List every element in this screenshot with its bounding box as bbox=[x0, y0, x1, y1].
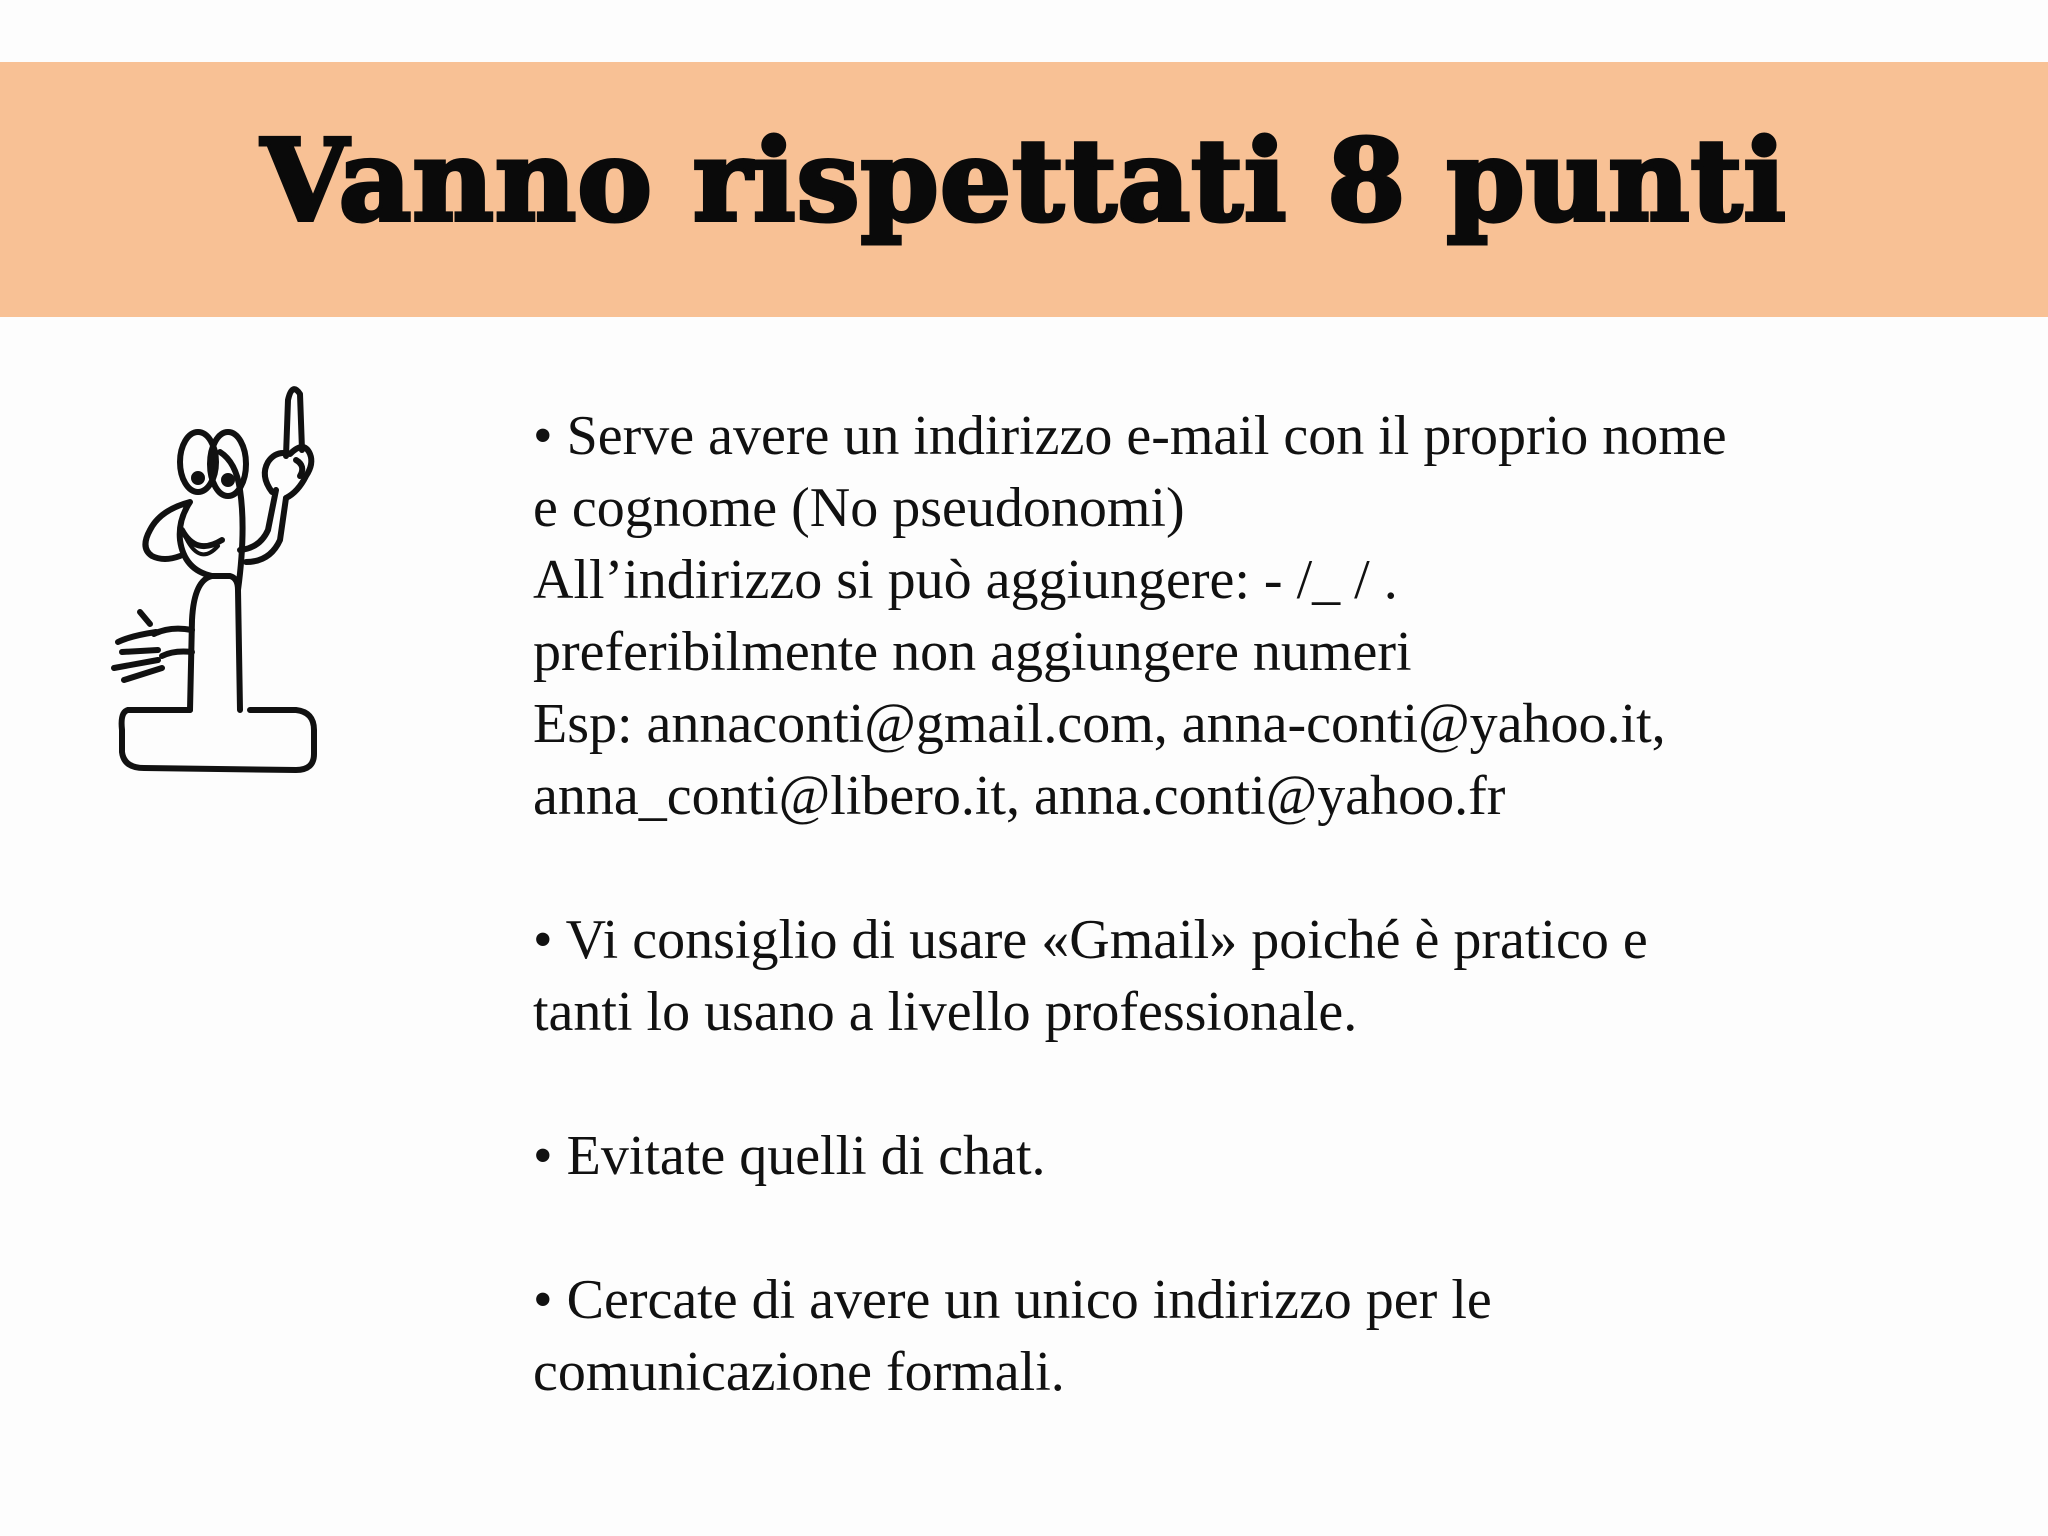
point-line: Esp: annaconti@gmail.com, anna-conti@yahoo.it, bbox=[533, 693, 1666, 755]
point-line: anna_conti@libero.it, anna.conti@yahoo.fr bbox=[533, 765, 1506, 827]
bullet-list bbox=[533, 400, 2013, 1480]
point-line: e cognome (No pseudonomi) bbox=[533, 477, 1185, 539]
list-item bbox=[533, 904, 2013, 1048]
title-band bbox=[0, 62, 2048, 317]
point-line: All’indirizzo si può aggiungere: - /_ / . bbox=[533, 549, 1398, 611]
list-item bbox=[533, 1264, 2013, 1408]
number-one-character-icon bbox=[100, 380, 360, 780]
list-item bbox=[533, 400, 2013, 832]
slide-title: Vanno rispettati 8 punti bbox=[261, 116, 1787, 247]
point-line: comunicazione formali. bbox=[533, 1341, 1065, 1403]
point-line: tanti lo usano a livello professionale. bbox=[533, 981, 1358, 1043]
point-line: • Evitate quelli di chat. bbox=[533, 1125, 1046, 1187]
point-line: • Serve avere un indirizzo e-mail con il proprio nome bbox=[533, 405, 1727, 467]
list-item bbox=[533, 1120, 2013, 1192]
point-line: • Cercate di avere un unico indirizzo per le bbox=[533, 1269, 1492, 1331]
point-line: • Vi consiglio di usare «Gmail» poiché è pratico e bbox=[533, 909, 1648, 971]
point-line: preferibilmente non aggiungere numeri bbox=[533, 621, 1412, 683]
